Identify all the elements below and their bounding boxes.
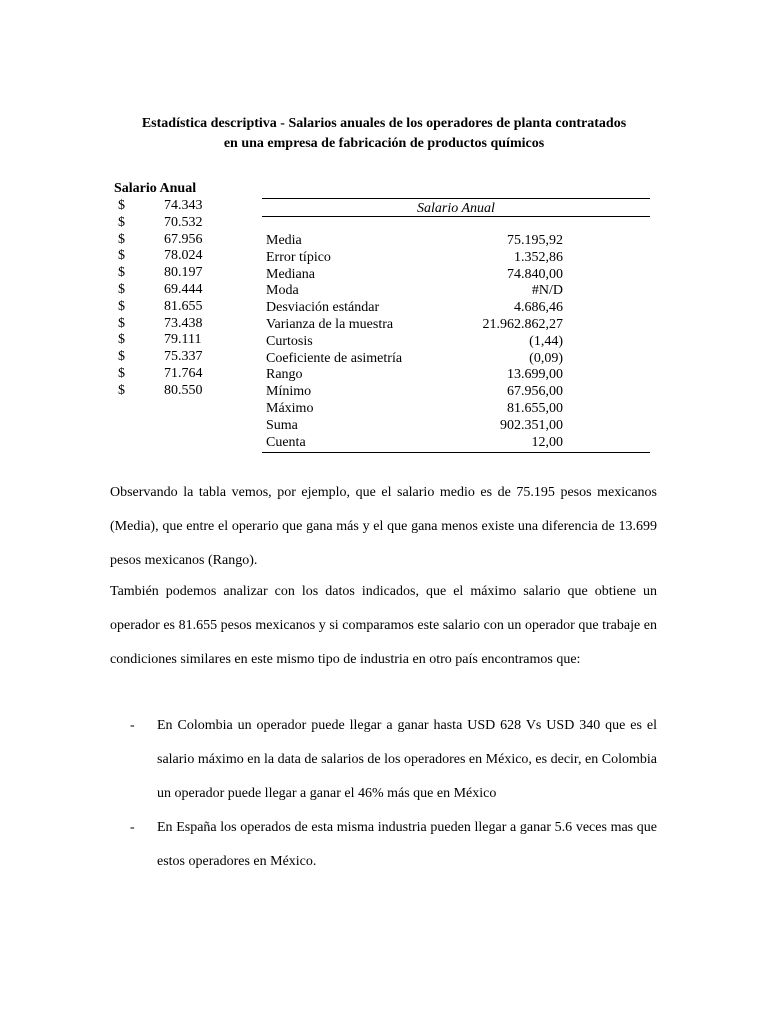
salary-row: [114, 316, 214, 333]
salary-list: [114, 180, 214, 400]
salary-value: 70.532: [164, 214, 203, 230]
salary-row: [114, 248, 214, 265]
table-row: [262, 367, 650, 384]
stat-value: 81.655,00: [507, 400, 563, 416]
stat-label: Coeficiente de asimetría: [266, 350, 403, 366]
salary-row: [114, 383, 214, 400]
stat-value: 12,00: [531, 434, 563, 450]
table-row: [262, 401, 650, 418]
table-row: [262, 418, 650, 435]
currency-symbol: $: [118, 281, 125, 297]
currency-symbol: $: [118, 365, 125, 381]
stat-value: 4.686,46: [514, 300, 563, 316]
table-row: [262, 300, 650, 317]
stat-label: Mediana: [266, 266, 315, 282]
salary-rows: [114, 198, 214, 400]
currency-symbol: $: [118, 248, 125, 264]
table-row: [262, 267, 650, 284]
stat-label: Error típico: [266, 249, 331, 265]
salary-row: [114, 198, 214, 215]
table-row: [262, 233, 650, 250]
stat-value: 1.352,86: [514, 249, 563, 265]
bullet-list: [110, 709, 657, 879]
stat-label: Máximo: [266, 400, 314, 416]
salary-value: 67.956: [164, 231, 203, 247]
paragraph-2: [110, 575, 657, 677]
table-row: [262, 283, 650, 300]
salary-value: 78.024: [164, 248, 203, 264]
stat-label: Moda: [266, 283, 299, 299]
currency-symbol: $: [118, 382, 125, 398]
list-item: [110, 811, 657, 879]
stat-value: 13.699,00: [507, 367, 563, 383]
stat-value: 74.840,00: [507, 266, 563, 282]
currency-symbol: $: [118, 332, 125, 348]
bullet-marker: -: [130, 718, 135, 733]
salary-row: [114, 299, 214, 316]
currency-symbol: $: [118, 198, 125, 213]
salary-value: 79.111: [164, 332, 202, 348]
title-line-2: en una empresa de fabricación de productos químicos: [223, 136, 545, 151]
salary-row: [114, 332, 214, 349]
stat-value: (1,44): [529, 333, 563, 349]
stats-table: [262, 198, 650, 453]
salary-row: [114, 232, 214, 249]
currency-symbol: $: [118, 214, 125, 230]
paragraph-text: Observando la tabla vemos, por ejemplo, que el salario medio es de 75.195 pesos mexicanos (Media), que entre el operario que gana más y el que gana menos existe una diferencia de 13.699 pesos mexicanos (Rango).: [110, 485, 657, 568]
table-row: [262, 317, 650, 334]
title-line-1: Estadística descriptiva - Salarios anuales de los operadores de planta contratados: [141, 116, 627, 131]
stat-value: #N/D: [531, 283, 563, 299]
salary-value: 69.444: [164, 281, 203, 297]
table-bottom-rule: [262, 452, 650, 453]
list-item: [110, 709, 657, 811]
stat-value: (0,09): [529, 350, 563, 366]
table-row: [262, 351, 650, 368]
salary-row: [114, 366, 214, 383]
salary-value: 81.655: [164, 298, 203, 314]
stat-label: Curtosis: [266, 333, 313, 349]
salary-value: 80.550: [164, 382, 203, 398]
salary-list-header: Salario Anual: [114, 181, 197, 196]
stat-label: Mínimo: [266, 384, 312, 400]
stat-rows: [262, 233, 650, 451]
bullet-marker: -: [130, 820, 135, 835]
salary-row: [114, 349, 214, 366]
stat-value: 902.351,00: [500, 417, 563, 433]
stat-label: Cuenta: [266, 434, 306, 450]
table-row: [262, 435, 650, 452]
salary-value: 73.438: [164, 315, 203, 331]
table-row: [262, 250, 650, 267]
currency-symbol: $: [118, 315, 125, 331]
currency-symbol: $: [118, 231, 125, 247]
stat-label: Rango: [266, 367, 303, 383]
currency-symbol: $: [118, 298, 125, 314]
stat-value: 75.195,92: [507, 233, 563, 248]
bullet-text: En Colombia un operador puede llegar a ganar hasta USD 628 Vs USD 340 que es el salario máximo en la data de salarios de los operadores en México, es decir, en Colombia un operador puede llegar a ganar el 46% más que en México: [157, 718, 657, 801]
document-title: [100, 114, 668, 154]
stat-label: Desviación estándar: [266, 300, 380, 316]
currency-symbol: $: [118, 265, 125, 281]
salary-row: [114, 265, 214, 282]
salary-row: [114, 215, 214, 232]
bullet-text: En España los operados de esta misma industria pueden llegar a ganar 5.6 veces mas que estos operadores en México.: [157, 820, 657, 869]
salary-value: 74.343: [164, 198, 203, 213]
stat-label: Suma: [266, 417, 298, 433]
stat-value: 67.956,00: [507, 384, 563, 400]
salary-value: 80.197: [164, 265, 203, 281]
table-row: [262, 334, 650, 351]
stat-label: Media: [266, 233, 302, 248]
paragraph-text: También podemos analizar con los datos indicados, que el máximo salario que obtiene un operador es 81.655 pesos mexicanos y si comparamos este salario con un operador que trabaje en condiciones similares en este mismo tipo de industria en otro país encontramos que:: [110, 584, 657, 667]
stats-table-header: Salario Anual: [262, 199, 650, 217]
table-row: [262, 384, 650, 401]
salary-row: [114, 282, 214, 299]
salary-value: 71.764: [164, 365, 203, 381]
currency-symbol: $: [118, 349, 125, 365]
stat-value: 21.962.862,27: [482, 316, 563, 332]
paragraph-1: [110, 476, 657, 578]
stat-label: Varianza de la muestra: [266, 316, 394, 332]
salary-value: 75.337: [164, 349, 203, 365]
